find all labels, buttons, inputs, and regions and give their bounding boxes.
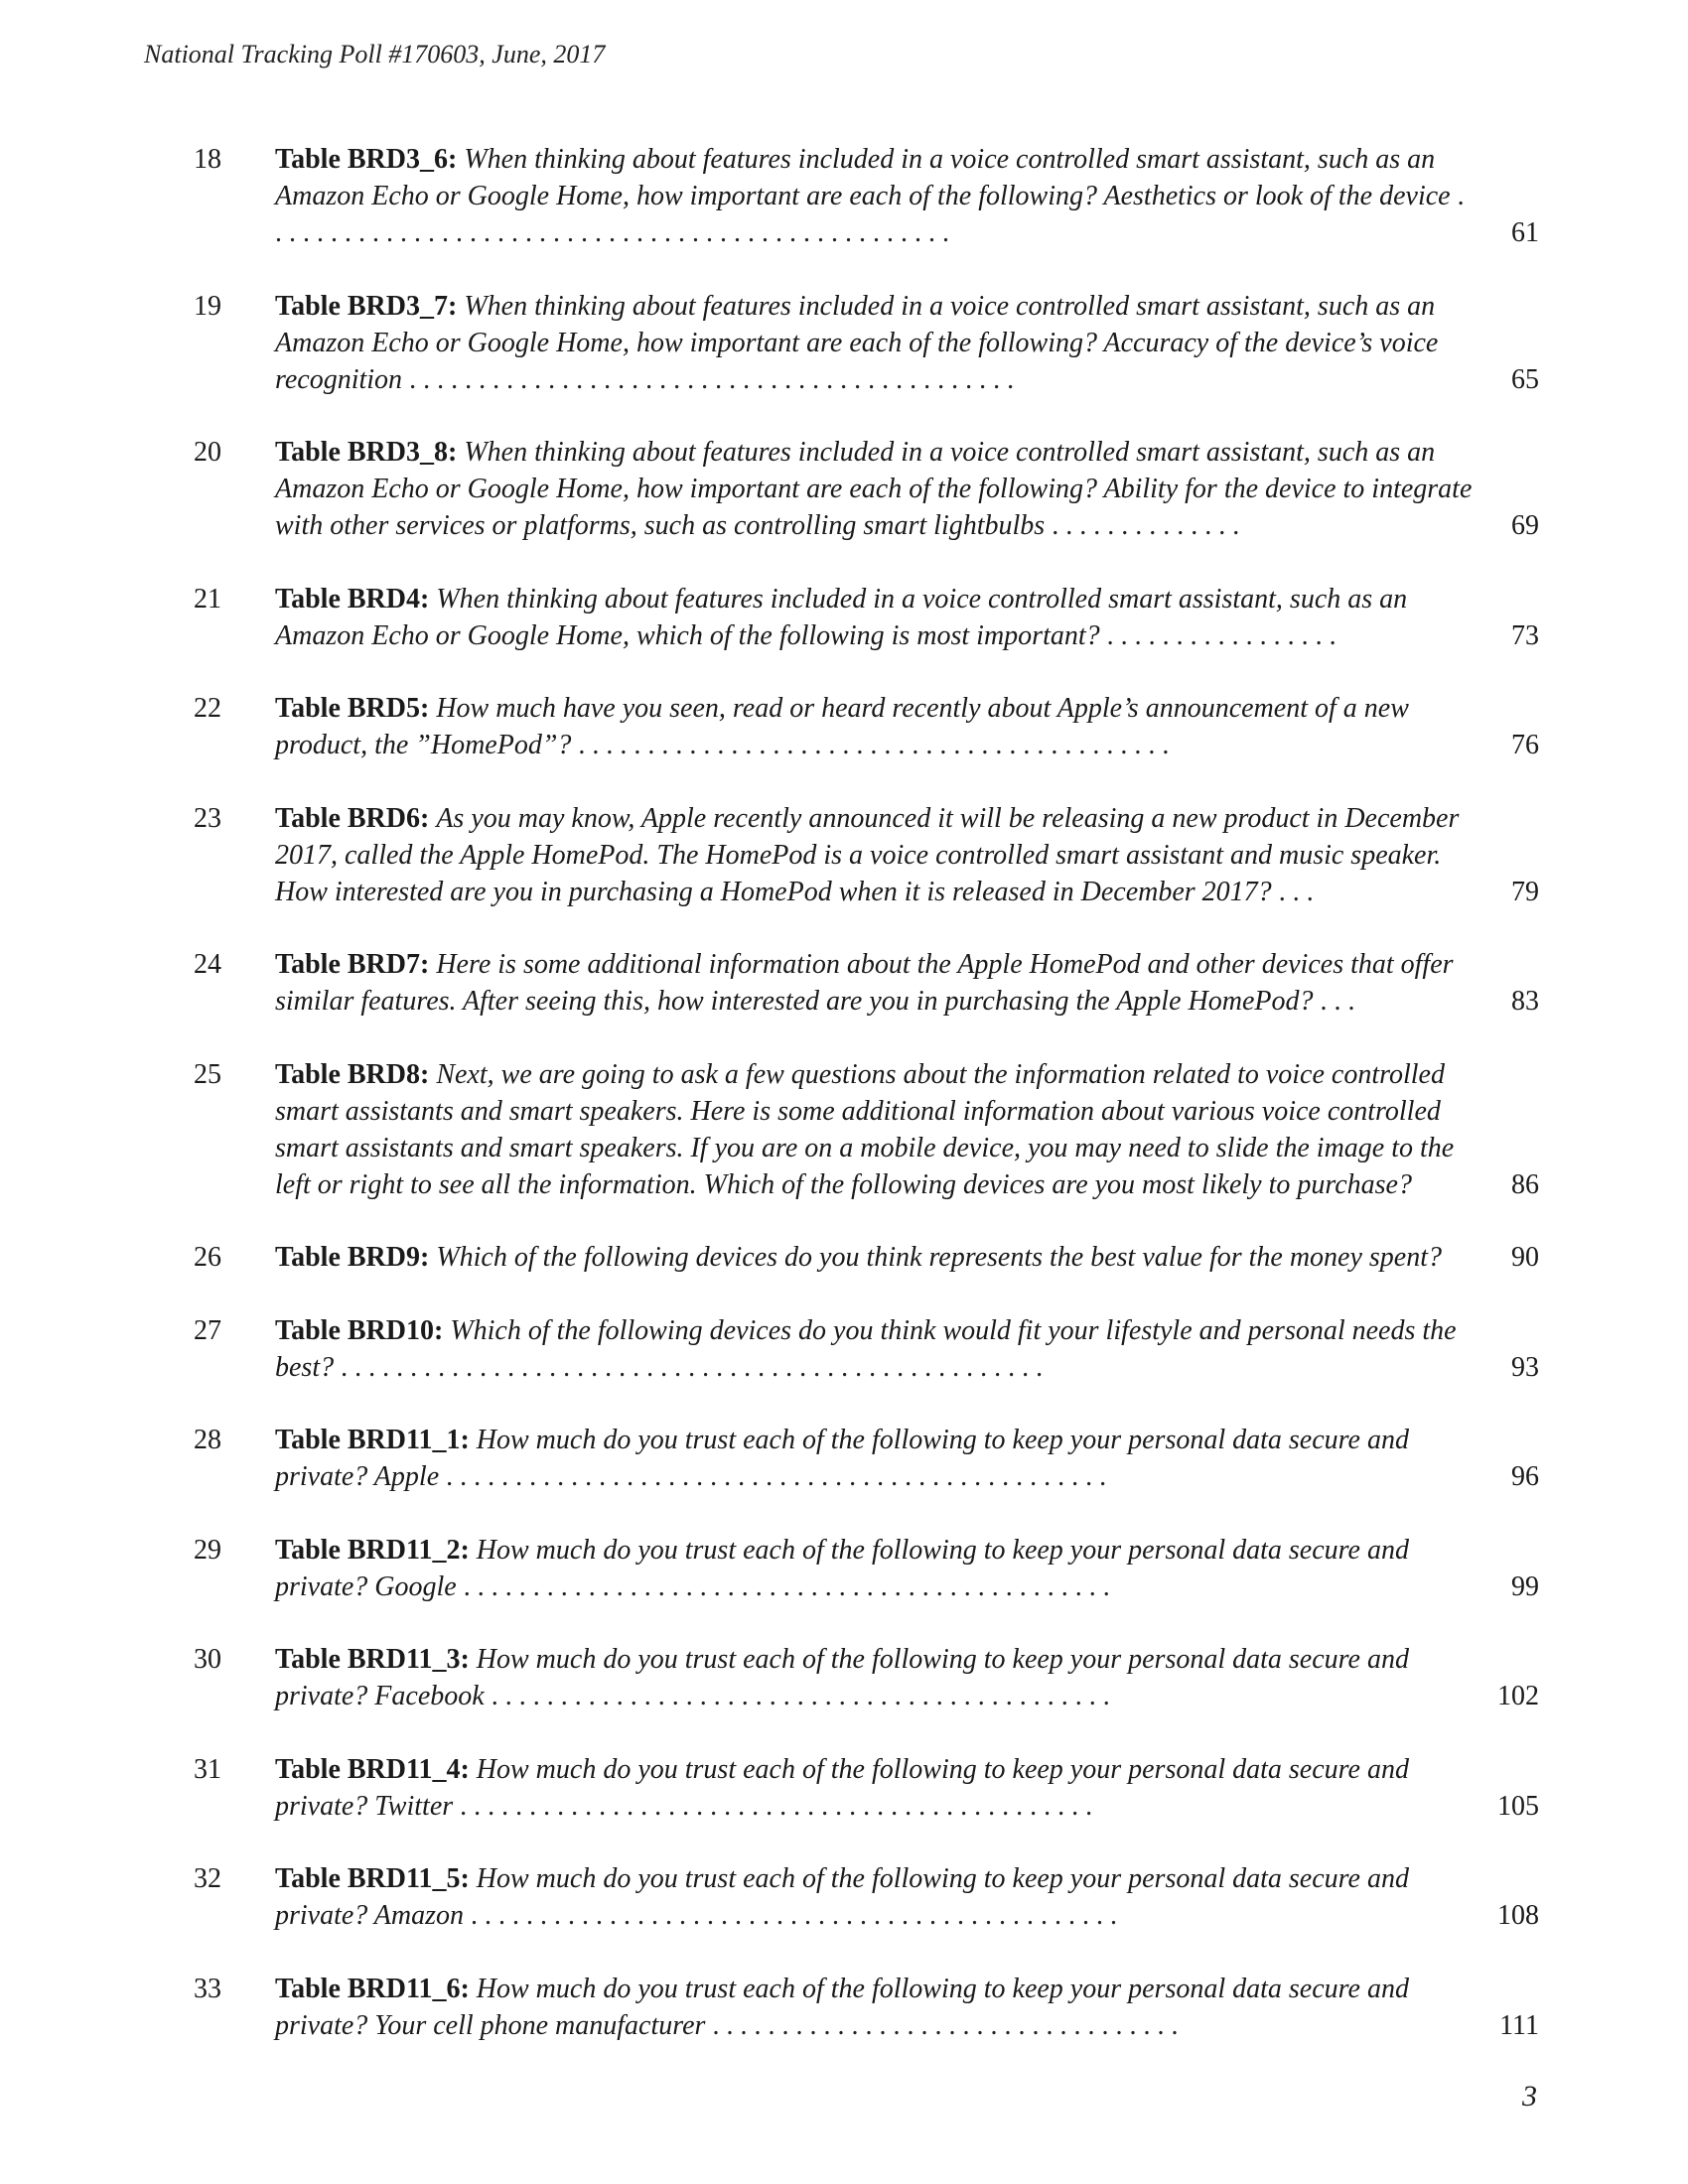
entry-description: How much do you trust each of the following to keep your personal data secure and private? Apple	[275, 1425, 1409, 1492]
leader-dots: . . . . . . . . . . . . . . . . . . . . . . . . . . . . . . . . . . . . . . . . . . . .	[409, 363, 1015, 395]
entry-description: How much do you trust each of the following to keep your personal data secure and private? Facebook	[275, 1644, 1409, 1711]
entry-page-number: 99	[1511, 1570, 1539, 1602]
entry-page-number: 83	[1511, 986, 1539, 1017]
leader-dots: . . . . . . . . . . . . . . . . . . . . . . . . . . . . . . . . . . . . . . . . . . .	[578, 730, 1170, 760]
entry-page-number: 93	[1511, 1351, 1539, 1383]
entry-number: 31	[194, 1753, 221, 1785]
entry-label: Table BRD11_5:	[275, 1863, 470, 1894]
toc-entry[interactable]	[194, 1751, 1539, 1825]
entry-page-number: 108	[1497, 1900, 1539, 1931]
entry-description: How much do you trust each of the following to keep your personal data secure and private? Your cell phone manufacturer	[275, 1973, 1409, 2041]
entry-number: 29	[194, 1534, 221, 1566]
toc-entry[interactable]	[194, 1641, 1539, 1714]
entry-description: Which of the following devices do you think would fit your lifestyle and personal needs the best?	[275, 1314, 1457, 1383]
entry-number: 21	[194, 583, 221, 614]
toc-entry[interactable]	[194, 800, 1539, 910]
toc-entry[interactable]	[194, 1239, 1539, 1276]
entry-label: Table BRD10:	[275, 1314, 444, 1346]
leader-dots: . . . . . . . . . . . . . .	[1052, 510, 1240, 541]
entry-number: 25	[194, 1058, 221, 1090]
entry-number: 27	[194, 1314, 221, 1346]
entry-page-number: 96	[1511, 1461, 1539, 1492]
toc-entry[interactable]	[194, 1860, 1539, 1934]
entry-description: How much have you seen, read or heard recently about Apple’s announcement of a new product, the ”HomePod”?	[275, 693, 1409, 760]
entry-page-number: 90	[1511, 1242, 1539, 1273]
entry-label: Table BRD6:	[275, 802, 430, 834]
entry-description: How much do you trust each of the following to keep your personal data secure and private? Amazon	[275, 1863, 1409, 1931]
entry-label: Table BRD9:	[275, 1242, 430, 1273]
entry-page-number: 102	[1497, 1681, 1539, 1711]
entry-description: When thinking about features included in a voice controlled smart assistant, such as an Amazon Echo or Google Home, how important are each of the following? Accuracy of the device’s voice recognition	[275, 290, 1439, 395]
leader-dots: . . . . . . . . . . . . . . . . . . . . . . . . . . . . . . . . . . . . . . . . . . . . . . . . . . .	[341, 1351, 1044, 1383]
entry-label: Table BRD7:	[275, 949, 430, 980]
leader-dots: . . . . . . . . . . . . . . . . . . . . . . . . . . . . . . . . . . . . . . . . . . . . . . .	[471, 1900, 1118, 1931]
entry-page-number: 76	[1511, 730, 1539, 760]
entry-description: Here is some additional information about the Apple HomePod and other devices that offer similar features. After seeing this, how interested are you in purchasing the Apple HomePod?	[275, 949, 1454, 1017]
entry-page-number: 65	[1511, 363, 1539, 395]
entry-number: 30	[194, 1644, 221, 1675]
leader-dots: . . . . . . . . . . . . . . . . . . . . . . . . . . . . . . . . . . . . . . . . . . . . .	[491, 1681, 1110, 1711]
entry-number: 20	[194, 437, 221, 468]
entry-label: Table BRD11_1:	[275, 1425, 470, 1455]
entry-description: How much do you trust each of the following to keep your personal data secure and private? Twitter	[275, 1753, 1409, 1822]
toc-entry[interactable]	[194, 581, 1539, 654]
leader-dots: . . . . . . . . . . . . . . . . . . . . . . . . . . . . . . . . . . . . . . . . . . . . . . .	[463, 1570, 1110, 1602]
toc-entry[interactable]	[194, 434, 1539, 544]
leader-dots: . . . . . . . . . . . . . . . . . . . . . . . . . . . . . . . . . . . . . . . . . . . . . . . .	[446, 1461, 1107, 1492]
leader-dots: . . . . . . . . . . . . . . . . . . . . . . . . . . . . . . . . . . . . . . . . . . . . . . . . . .	[275, 181, 1465, 248]
entry-description: When thinking about features included in a voice controlled smart assistant, such as an Amazon Echo or Google Home, which of the following is most important?	[275, 583, 1408, 651]
toc-entry[interactable]	[194, 288, 1539, 398]
entry-label: Table BRD5:	[275, 693, 430, 724]
entry-page-number: 79	[1511, 876, 1539, 907]
toc-entry[interactable]	[194, 141, 1539, 251]
entry-page-number: 105	[1497, 1790, 1539, 1822]
entry-description: How much do you trust each of the following to keep your personal data secure and private? Google	[275, 1534, 1409, 1602]
toc-entry[interactable]	[194, 1532, 1539, 1605]
entry-label: Table BRD11_3:	[275, 1644, 470, 1675]
entry-description: Which of the following devices do you think represents the best value for the money spent?	[436, 1242, 1443, 1273]
entry-description: Next, we are going to ask a few questions about the information related to voice controlled smart assistants and smart speakers. Here is some additional information about various voice controlled smart assistants and smart speakers. If you are on a mobile device, you may need to slide the image to the left or right to see all the information. Which of the following devices are you most likely to purchase?	[275, 1058, 1455, 1200]
entry-number: 24	[194, 949, 221, 980]
entry-description: As you may know, Apple recently announced it will be releasing a new product in December 2017, called the Apple HomePod. The HomePod is a voice controlled smart assistant and music speaker. How interested are you in purchasing a HomePod when it is released in December 2017?	[275, 802, 1460, 907]
leader-dots: . . . . . . . . . . . . . . . . . . . . . . . . . . . . . . . . . . . . . . . . . . . . . .	[460, 1790, 1093, 1822]
entry-number: 18	[194, 144, 221, 175]
toc-entry[interactable]	[194, 1422, 1539, 1495]
leader-dots: . . .	[1320, 986, 1355, 1017]
entry-page-number: 111	[1499, 2009, 1539, 2041]
entry-label: Table BRD4:	[275, 583, 430, 614]
toc-entry[interactable]	[194, 1312, 1539, 1386]
entry-page-number: 73	[1511, 619, 1539, 651]
entry-label: Table BRD11_4:	[275, 1753, 470, 1785]
entry-page-number: 61	[1511, 217, 1539, 248]
toc-entry[interactable]	[194, 946, 1539, 1020]
entry-number: 28	[194, 1425, 221, 1455]
entry-label: Table BRD8:	[275, 1058, 430, 1090]
entry-description: When thinking about features included in a voice controlled smart assistant, such as an Amazon Echo or Google Home, how important are each of the following? Aesthetics or look of the device	[275, 144, 1451, 211]
table-of-contents	[194, 141, 1539, 2080]
entry-page-number: 69	[1511, 510, 1539, 541]
entry-number: 32	[194, 1863, 221, 1894]
entry-label: Table BRD3_7:	[275, 290, 458, 322]
entry-page-number: 86	[1511, 1168, 1539, 1200]
entry-label: Table BRD11_6:	[275, 1973, 470, 2004]
leader-dots: . . . . . . . . . . . . . . . . .	[1106, 619, 1336, 651]
entry-number: 23	[194, 802, 221, 834]
running-header: National Tracking Poll #170603, June, 2017	[144, 40, 606, 68]
entry-label: Table BRD3_8:	[275, 437, 458, 468]
toc-entry[interactable]	[194, 1056, 1539, 1203]
entry-label: Table BRD11_2:	[275, 1534, 470, 1566]
leader-dots: . . .	[1278, 876, 1314, 907]
toc-entry[interactable]	[194, 690, 1539, 763]
entry-number: 22	[194, 693, 221, 724]
leader-dots: . . . . . . . . . . . . . . . . . . . . . . . . . . . . . . . . . .	[712, 2009, 1179, 2041]
entry-description: When thinking about features included in a voice controlled smart assistant, such as an Amazon Echo or Google Home, how important are each of the following? Ability for the device to integrate with other services or platforms, such as controlling smart lightbulbs	[275, 437, 1473, 541]
page-number: 3	[1522, 2080, 1537, 2113]
entry-label: Table BRD3_6:	[275, 144, 458, 175]
entry-number: 19	[194, 290, 221, 322]
toc-entry[interactable]	[194, 1971, 1539, 2044]
entry-number: 26	[194, 1242, 221, 1273]
entry-number: 33	[194, 1973, 221, 2004]
